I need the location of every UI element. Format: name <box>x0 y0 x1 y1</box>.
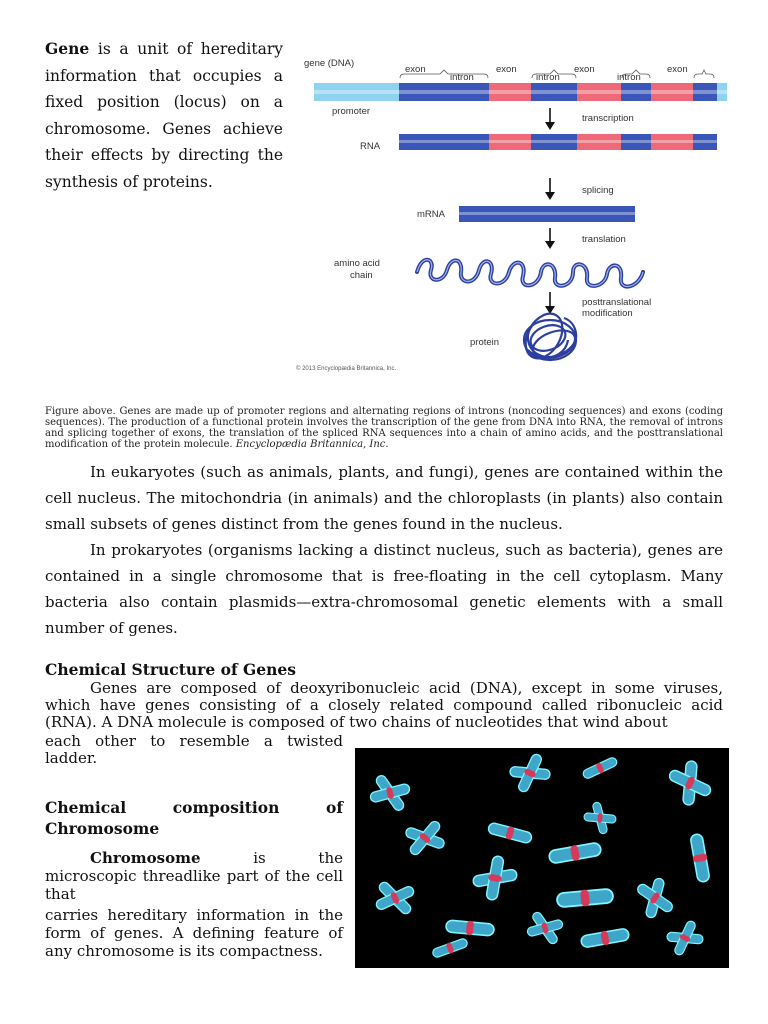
chromosome-text-a: is the microscopic threadlike part of the cell that <box>45 849 343 903</box>
dna-bar <box>314 83 727 101</box>
figure-caption <box>45 406 723 450</box>
protein-label: protein <box>470 337 500 348</box>
down-arrow-icon <box>545 108 555 130</box>
chemical-composition-heading-text: Chemical composition of Chromosome <box>45 798 343 838</box>
gene-expression-diagram <box>292 50 732 380</box>
intron-label: intron <box>450 72 474 83</box>
chemical-structure-heading: Chemical Structure of Genes <box>45 660 296 679</box>
copyright-text: © 2013 Encyclopædia Britannica, Inc. <box>296 366 397 372</box>
protein-structure <box>518 307 579 365</box>
mrna-label: mRNA <box>417 209 445 220</box>
amino-acid-chain-label-2: chain <box>350 270 373 281</box>
promoter-label: promoter <box>332 106 371 117</box>
exon-label: exon <box>667 64 688 75</box>
down-arrow-icon <box>545 178 555 200</box>
chemical-composition-heading <box>45 797 343 839</box>
down-arrow-icon <box>545 228 555 249</box>
translation-label: translation <box>582 234 626 245</box>
rna-bar <box>399 134 717 150</box>
intron-label: intron <box>617 72 641 83</box>
down-arrow-icon <box>545 292 555 314</box>
gene-definition: is a unit of hereditary information that occupies a fixed position (locus) on a chromosome. Genes achieve their effects by directing the synthesis of proteins. <box>45 40 283 191</box>
caption-credit: Encyclopædia Britannica, Inc. <box>235 439 389 450</box>
intron-label: intron <box>536 72 560 83</box>
gene-term: Gene <box>45 39 90 58</box>
eukaryotes-paragraph: In eukaryotes (such as animals, plants, and fungi), genes are contained within the cell nucleus. The mitochondria (in animals) and the chloroplasts (in plants) also contain small subsets of genes distinct from the genes found in the nucleus. <box>45 463 723 533</box>
modification-label: modification <box>582 308 633 319</box>
splicing-label: splicing <box>582 185 614 196</box>
chromosome-paragraph-continued: carries hereditary information in the form of genes. A defining feature of any chromosome is its compactness. <box>45 906 343 960</box>
exon-label: exon <box>574 64 595 75</box>
exon-label: exon <box>496 64 517 75</box>
chemical-structure-paragraph-continued: each other to resemble a twisted ladder. <box>45 732 343 767</box>
rna-label: RNA <box>360 141 381 152</box>
transcription-label: transcription <box>582 113 634 124</box>
chromosome-micrograph <box>355 748 729 968</box>
caption-text: Figure above. Genes are made up of promoter regions and alternating regions of introns (noncoding sequences) and exons (coding sequences). The production of a functional protein involves the transcription of the gene from DNA into RNA, the removal of introns and splicing together of exons, the translation of the spliced RNA sequences into a chain of amino acids, and the posttranslational modification of the protein molecule. <box>45 406 723 450</box>
intro-paragraph <box>45 36 283 195</box>
posttranslational-label: posttranslational <box>582 297 652 308</box>
amino-acid-chain <box>417 260 643 287</box>
chemical-structure-paragraph: Genes are composed of deoxyribonucleic acid (DNA), except in some viruses, which have genes consisting of a closely related compound called ribonucleic acid (RNA). A DNA molecule is composed of two chains of nucleotides that wind about <box>45 679 723 731</box>
amino-acid-chain-label: amino acid <box>334 258 380 269</box>
chromosome-paragraph <box>45 849 343 903</box>
chromosome-term: Chromosome <box>90 849 201 867</box>
exon-label: exon <box>405 64 426 75</box>
prokaryotes-paragraph: In prokaryotes (organisms lacking a distinct nucleus, such as bacteria), genes are contained in a single chromosome that is free-floating in the cell cytoplasm. Many bacteria also contain plasmids—extra-chromosomal genetic elements with a small number of genes. <box>45 541 723 637</box>
gene-dna-label: gene (DNA) <box>304 58 355 69</box>
